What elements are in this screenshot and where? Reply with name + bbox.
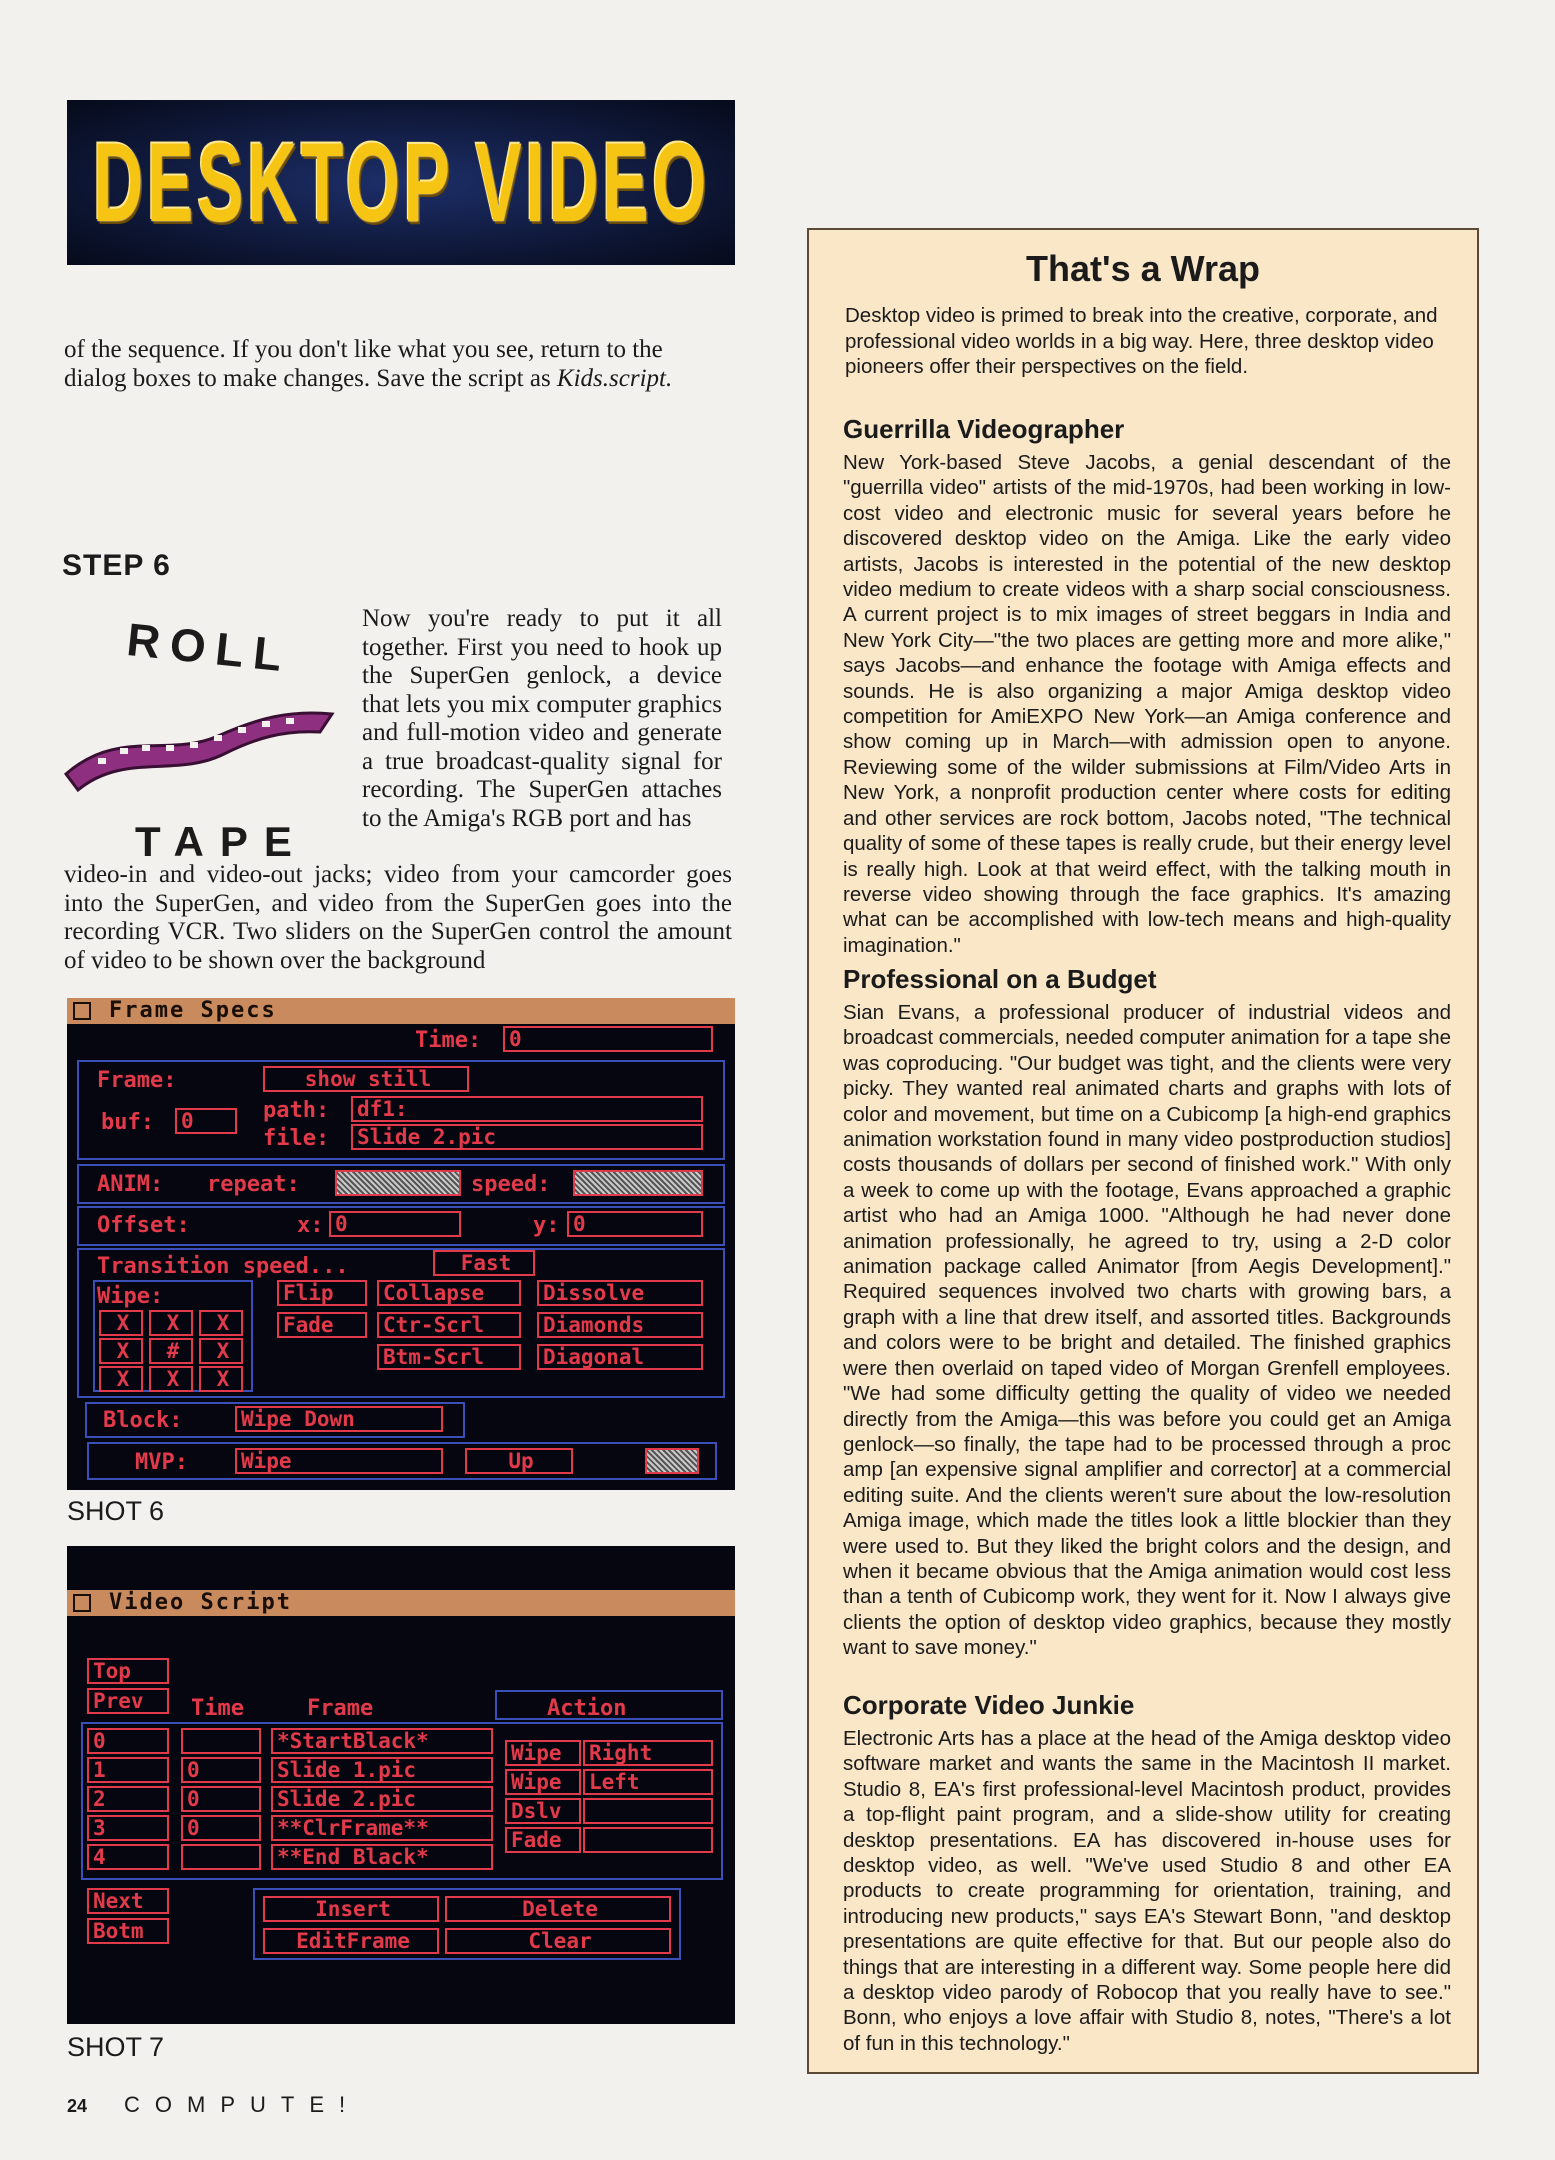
section-heading-budget: Professional on a Budget: [843, 964, 1157, 994]
wipe-cell[interactable]: X: [199, 1310, 243, 1336]
close-gadget[interactable]: [73, 1594, 91, 1612]
effect-flip-button[interactable]: Flip: [277, 1280, 367, 1306]
effect-diamonds-button[interactable]: Diamonds: [537, 1312, 703, 1338]
row-time[interactable]: [181, 1728, 261, 1754]
wipe-cell[interactable]: X: [199, 1366, 243, 1392]
thats-a-wrap-sidebar: [807, 228, 1479, 2074]
next-button[interactable]: Next: [87, 1888, 169, 1914]
row-time[interactable]: 0: [181, 1757, 261, 1783]
wipe-cell[interactable]: X: [99, 1310, 143, 1336]
section-body-budget: Sian Evans, a professional producer of industrial videos and broadcast commercials, needed computer animation for a tape she was coproducing. "Our budget was tight, and the clients were very picky. They wanted real animated charts and graphs with lots of color and movement, but time on a Cubicomp [a high-end graphics animation workstation found in many video postproduction studios] costs thousands of dollars per second of finished work." With only a week to come up with the footage, Evans approached a graphic artist who had an Amiga 1000. "Although he had never done animation professionally, he agreed to try, using a 2-D color animation package called Animator [from Aegis Development]." Required sequences involved two charts with growing bars, a graph with a line that drew itself, and assorted titles. Backgrounds and colors were to be bright and detailed. The finished graphics were then overlaid on taped video of Morgan Grenfell employees. "We had some difficulty getting the quality of video we needed directly from the Amiga—this was before you could get an Amiga genlock—so finally, the tape had to be processed through a proc amp [an expensive signal amplifier and corrector] at a commercial editing suite. And the clients weren't sure about the low-resolution Amiga image, which made the titles look a little blockier than they were used to. But they liked the bright colors and the design, and when it became obvious that the Amiga animation would cost less than a tenth of Cubicomp work, they went for it. Now I always give clients the option of desktop video graphics, because they mostly want to save money.": [843, 1001, 1451, 1660]
step-paragraph-wide: video-in and video-out jacks; video from your camcorder goes into the SuperGen, and video from the SuperGen goes into the recording VCR. Two sliders on the SuperGen control the amount of video to be shown over the background: [64, 861, 732, 974]
transition-speed-field[interactable]: Fast: [433, 1250, 535, 1276]
x-field[interactable]: 0: [329, 1211, 461, 1237]
sidebar-intro: Desktop video is primed to break into the creative, corporate, and professional video worlds in a big way. Here, three desktop video pioneers offer their perspectives on the field.: [845, 304, 1438, 378]
effect-collapse-button[interactable]: Collapse: [377, 1280, 521, 1306]
y-field[interactable]: 0: [567, 1211, 703, 1237]
prev-button[interactable]: Prev: [87, 1688, 169, 1714]
banner-title: DESKTOP VIDEO: [92, 119, 710, 245]
row-index[interactable]: 2: [87, 1786, 169, 1812]
offset-label: Offset:: [97, 1213, 190, 1238]
desktop-video-banner: [67, 100, 735, 265]
action-column-header: Action: [547, 1696, 627, 1721]
file-field[interactable]: Slide 2.pic: [351, 1124, 703, 1150]
wipe-cell[interactable]: X: [199, 1338, 243, 1364]
row-action-type[interactable]: Wipe: [505, 1769, 581, 1795]
x-label: x:: [297, 1213, 324, 1238]
time-label: Time:: [415, 1028, 482, 1053]
action-header-box: [495, 1690, 723, 1720]
repeat-label: repeat:: [207, 1172, 300, 1197]
clear-button[interactable]: Clear: [445, 1928, 671, 1954]
step-label: STEP 6: [62, 549, 171, 582]
script-filename: Kids.script.: [556, 364, 673, 392]
top-button[interactable]: Top: [87, 1658, 169, 1684]
section-heading-guerrilla: Guerrilla Videographer: [843, 414, 1125, 444]
anim-label: ANIM:: [97, 1172, 164, 1197]
shot7-caption: SHOT 7: [67, 2032, 165, 2062]
tape-word: TAPE: [135, 818, 308, 865]
row-action-direction[interactable]: [583, 1798, 713, 1824]
speed-label: speed:: [471, 1172, 551, 1197]
frame-label: Frame:: [97, 1068, 177, 1093]
bottom-button[interactable]: Botm: [87, 1918, 169, 1944]
sidebar-title: That's a Wrap: [1026, 248, 1260, 289]
buf-label: buf:: [101, 1110, 154, 1135]
effect-btm-scrl-button[interactable]: Btm-Scrl: [377, 1344, 521, 1370]
speed-slider[interactable]: [573, 1170, 703, 1196]
block-field[interactable]: Wipe Down: [235, 1406, 443, 1432]
frame-specs-screenshot: [67, 998, 735, 1490]
time-field[interactable]: 0: [503, 1026, 713, 1052]
row-time[interactable]: 0: [181, 1786, 261, 1812]
row-action-type[interactable]: Fade: [505, 1827, 581, 1853]
time-column-header: Time: [191, 1696, 244, 1721]
wipe-cell[interactable]: #: [149, 1338, 193, 1364]
row-index[interactable]: 1: [87, 1757, 169, 1783]
effect-ctr-scrl-button[interactable]: Ctr-Scrl: [377, 1312, 521, 1338]
row-frame[interactable]: Slide 1.pic: [271, 1757, 493, 1783]
frame-specs-titlebar: Frame Specs: [67, 998, 735, 1024]
mvp-label: MVP:: [135, 1450, 188, 1475]
row-action-type[interactable]: Wipe: [505, 1740, 581, 1766]
up-button[interactable]: Up: [465, 1448, 573, 1474]
row-time[interactable]: 0: [181, 1815, 261, 1841]
close-gadget[interactable]: [73, 1002, 91, 1020]
section-heading-corporate: Corporate Video Junkie: [843, 1690, 1135, 1720]
section-body-corporate: Electronic Arts has a place at the head of the Amiga desktop video software market and wants the same in the Macintosh II market. Studio 8, EA's first professional-level Macintosh product, provides a top-flight paint program, and a slide-show utility for creating desktop presentations. EA has discovered in-house uses for desktop video, as well. "We've used Studio 8 and other EA products to create programming for orientation, training, and introducing new products," says EA's Stewart Bonn, "and desktop presentations are quite effective for that. But our people also do things that are interesting in a different way. Some people here did a desktop video parody of Robocop that you really have to see." Bonn, who enjoys a love affair with Studio 8, notes, "There's a lot of fun in this technology.": [843, 1727, 1451, 2055]
frame-mode-field[interactable]: show still: [263, 1066, 469, 1092]
effect-diagonal-button[interactable]: Diagonal: [537, 1344, 703, 1370]
editframe-button[interactable]: EditFrame: [263, 1928, 439, 1954]
wipe-cell[interactable]: X: [99, 1338, 143, 1364]
delete-button[interactable]: Delete: [445, 1896, 671, 1922]
row-action-direction[interactable]: [583, 1827, 713, 1853]
page-number: 24: [67, 2096, 88, 2116]
row-action-direction[interactable]: Right: [583, 1740, 713, 1766]
row-frame[interactable]: *StartBlack*: [271, 1728, 493, 1754]
roll-word: ROLL: [124, 612, 295, 682]
y-label: y:: [533, 1213, 560, 1238]
block-label: Block:: [103, 1408, 183, 1433]
wipe-cell[interactable]: X: [149, 1310, 193, 1336]
mvp-field[interactable]: Wipe: [235, 1448, 443, 1474]
shot6-caption: SHOT 6: [67, 1496, 165, 1526]
row-frame[interactable]: Slide 2.pic: [271, 1786, 493, 1812]
row-index[interactable]: 3: [87, 1815, 169, 1841]
video-script-titlebar: Video Script: [67, 1590, 735, 1616]
frame-column-header: Frame: [307, 1696, 374, 1721]
row-index[interactable]: 0: [87, 1728, 169, 1754]
row-action-direction[interactable]: Left: [583, 1769, 713, 1795]
row-time[interactable]: [181, 1844, 261, 1870]
wipe-label: Wipe:: [97, 1284, 164, 1309]
buf-field[interactable]: 0: [175, 1108, 237, 1134]
film-strip-illustration: [58, 688, 340, 796]
row-frame[interactable]: **End Black*: [271, 1844, 493, 1870]
path-field[interactable]: df1:: [351, 1096, 703, 1122]
wipe-cell[interactable]: X: [99, 1366, 143, 1392]
insert-button[interactable]: Insert: [263, 1896, 439, 1922]
transition-label: Transition speed...: [97, 1254, 349, 1279]
intro-paragraph: of the sequence. If you don't like what you see, return to the dialog boxes to make changes. Save the script as Kids.script.: [64, 336, 673, 392]
scroll-gadget[interactable]: [645, 1448, 699, 1474]
repeat-slider[interactable]: [335, 1170, 461, 1196]
video-script-screenshot: [67, 1546, 735, 2024]
row-frame[interactable]: **ClrFrame**: [271, 1815, 493, 1841]
row-index[interactable]: 4: [87, 1844, 169, 1870]
wipe-cell[interactable]: X: [149, 1366, 193, 1392]
row-action-type[interactable]: Dslv: [505, 1798, 581, 1824]
magazine-name: COMPUTE!: [124, 2092, 361, 2117]
step-paragraph-narrow: Now you're ready to put it all together. First you need to hook up the SuperGen genlock, a device that lets you mix computer graphics and full-motion video and generate a true broadcast-quality signal for recording. The SuperGen attaches to the Amiga's RGB port and has: [362, 605, 722, 832]
path-label: path:: [263, 1098, 330, 1123]
effect-fade-button[interactable]: Fade: [277, 1312, 367, 1338]
effect-dissolve-button[interactable]: Dissolve: [537, 1280, 703, 1306]
section-body-guerrilla: New York-based Steve Jacobs, a genial descendant of the "guerrilla video" artists of the mid-1970s, had been working in low-cost video and electronic music for several years before he discovered desktop video on the Amiga. Like the early video artists, Jacobs is interested in the potential of the new desktop video medium to create videos with a sharp social consciousness. A current project is to mix images of street beggars in India and New York City—"the two places are getting more and more alike," says Jacobs—and enhance the footage with Amiga effects and sounds. He is also organizing a major Amiga desktop video competition for AmiEXPO New York—an Amiga conference and show coming up in March—with admission open to anyone. Reviewing some of the wilder submissions at Film/Video Arts in New York, a nonprofit production center where costs for editing and other services are rock bottom, Jacobs noted, "The technical quality of some of these tapes is really crude, but their energy level is really high. Look at that weird effect, with the talking mouth in reverse video showing through the face graphics. It's amazing what can be accomplished with low-tech means and high-quality imagination.": [843, 451, 1451, 957]
file-label: file:: [263, 1126, 330, 1151]
